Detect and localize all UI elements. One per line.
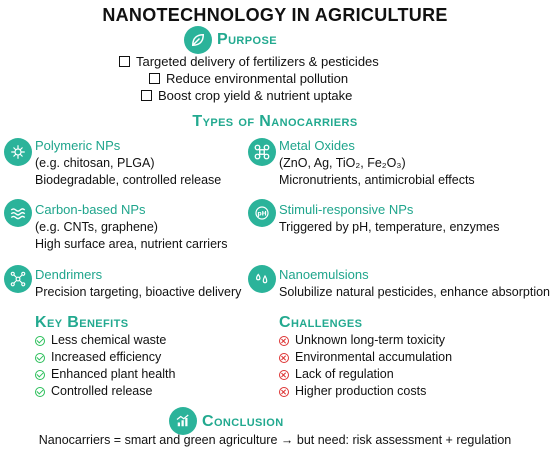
benefit-item: Less chemical waste (35, 332, 166, 349)
type-desc: High surface area, nutrient carriers (35, 237, 228, 251)
purpose-item: Reduce environmental pollution (149, 71, 348, 86)
type-desc: (e.g. CNTs, graphene) (35, 220, 158, 234)
growth-chart-icon (169, 407, 197, 435)
challenge-item: Environmental accumulation (279, 349, 452, 366)
cross-icon (279, 336, 289, 346)
cross-icon (279, 353, 289, 363)
leaf-icon (184, 26, 212, 54)
type-desc: Biodegradable, controlled release (35, 173, 222, 187)
check-icon (35, 387, 45, 397)
page-title: NANOTECHNOLOGY IN AGRICULTURE (102, 5, 448, 25)
conclusion-heading: Conclusion (202, 413, 284, 430)
challenges-heading: Challenges (279, 314, 363, 331)
challenge-item: Higher production costs (279, 383, 426, 400)
types-heading: Types of Nanocarriers (192, 113, 358, 130)
droplets-icon (248, 265, 276, 293)
metal-oxide-icon (248, 138, 276, 166)
type-name-stimuli: Stimuli-responsive NPs (279, 202, 414, 217)
challenge-item: Lack of regulation (279, 366, 394, 383)
purpose-heading: Purpose (217, 31, 277, 48)
type-name-polymeric: Polymeric NPs (35, 138, 121, 153)
cross-icon (279, 370, 289, 380)
type-desc: Precision targeting, bioactive delivery (35, 285, 242, 299)
type-desc: Triggered by pH, temperature, enzymes (279, 220, 500, 234)
benefit-item: Increased efficiency (35, 349, 161, 366)
dendrimer-icon (4, 265, 32, 293)
check-icon (35, 370, 45, 380)
waves-icon (4, 199, 32, 227)
type-name-metal-oxides: Metal Oxides (279, 138, 355, 153)
benefits-heading: Key Benefits (35, 314, 129, 331)
purpose-item: Boost crop yield & nutrient uptake (141, 88, 352, 103)
benefit-item: Controlled release (35, 383, 152, 400)
purpose-item: Targeted delivery of fertilizers & pesticides (119, 54, 379, 69)
benefit-item: Enhanced plant health (35, 366, 175, 383)
cross-icon (279, 387, 289, 397)
polymer-icon (4, 138, 32, 166)
ph-icon (248, 199, 276, 227)
check-icon (35, 336, 45, 346)
type-desc: (ZnO, Ag, TiO₂, Fe₂O₃) (279, 156, 406, 170)
type-desc: Solubilize natural pesticides, enhance absorption (279, 285, 550, 299)
type-desc: (e.g. chitosan, PLGA) (35, 156, 155, 170)
type-name-dendrimers: Dendrimers (35, 267, 103, 282)
type-desc: Micronutrients, antimicrobial effects (279, 173, 475, 187)
conclusion-text: Nanocarriers = smart and green agriculture → but need: risk assessment + regulation (38, 433, 512, 447)
check-icon (35, 353, 45, 363)
type-name-nanoemulsions: Nanoemulsions (279, 267, 369, 282)
challenge-item: Unknown long-term toxicity (279, 332, 445, 349)
svg-text:pH: pH (257, 210, 267, 218)
type-name-carbon: Carbon-based NPs (35, 202, 146, 217)
